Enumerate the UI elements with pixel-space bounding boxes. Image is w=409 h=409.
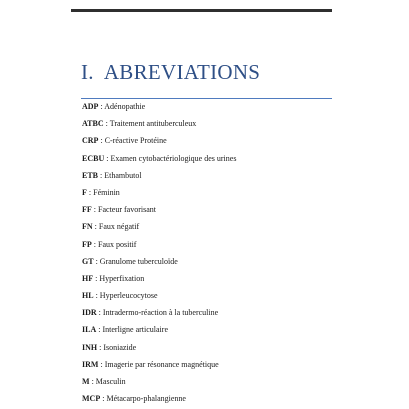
abbreviation-definition: Faux positif [98, 239, 137, 249]
abbreviation-term: F [82, 187, 87, 197]
abbreviation-item [82, 392, 236, 409]
abbreviation-term: IDR [82, 308, 97, 318]
abbreviation-definition: C-réactive Protéine [104, 136, 167, 146]
abbreviation-definition: Adénopathie [104, 102, 146, 111]
abbreviation-item [82, 341, 236, 358]
abbreviation-item [82, 358, 236, 375]
abbreviation-separator: : [91, 377, 94, 386]
abbreviation-separator: : [93, 239, 97, 249]
abbreviation-item [82, 238, 236, 255]
section-heading [81, 60, 260, 85]
abbreviation-term: CRP [82, 136, 99, 146]
abbreviation-item [82, 306, 236, 323]
abbreviation-list [82, 100, 236, 409]
abbreviation-definition: Intradermo-réaction à la tuberculine [102, 308, 219, 318]
abbreviation-separator: : [100, 359, 103, 369]
abbreviation-item [82, 169, 236, 186]
abbreviation-separator: : [95, 256, 98, 266]
abbreviation-definition: Hyperleucocytose [99, 291, 158, 301]
abbreviation-separator: : [98, 325, 101, 335]
abbreviation-item [82, 134, 236, 151]
abbreviation-term: IRM [82, 359, 99, 369]
abbreviation-definition: Métacarpo-phalangienne [106, 394, 186, 404]
abbreviation-separator: : [95, 273, 98, 283]
abbreviation-item [82, 255, 236, 272]
heading-underline [81, 98, 332, 99]
abbreviation-separator: : [88, 187, 92, 197]
abbreviation-separator: : [100, 170, 103, 180]
abbreviation-definition: Interligne articulaire [102, 325, 168, 335]
abbreviation-separator: : [106, 153, 109, 163]
abbreviation-term: M [82, 377, 90, 386]
abbreviation-term: HL [82, 291, 94, 301]
abbreviation-item [82, 100, 236, 117]
section-number: I. [81, 60, 94, 84]
abbreviation-term: ADP [82, 102, 99, 111]
abbreviation-term: GT [82, 256, 94, 266]
abbreviation-separator: : [95, 291, 98, 301]
abbreviation-definition: Masculin [95, 377, 126, 386]
abbreviation-definition: Examen cytobactériologique des urines [110, 153, 237, 163]
abbreviation-separator: : [100, 136, 103, 146]
section-title: ABREVIATIONS [103, 60, 261, 84]
abbreviation-term: FF [82, 205, 92, 215]
abbreviation-item [82, 186, 236, 203]
abbreviation-item [82, 323, 236, 340]
abbreviation-item [82, 220, 236, 237]
abbreviation-term: ECBU [82, 153, 105, 163]
abbreviation-item [82, 272, 236, 289]
abbreviation-separator: : [93, 205, 97, 215]
abbreviation-term: FP [82, 239, 92, 249]
abbreviation-separator: : [98, 308, 101, 318]
abbreviation-separator: : [94, 222, 97, 232]
abbreviation-definition: Faux négatif [98, 222, 140, 232]
top-rule [71, 9, 332, 12]
abbreviation-definition: Féminin [93, 187, 120, 197]
abbreviation-separator: : [105, 119, 108, 129]
abbreviation-term: INH [82, 342, 98, 352]
abbreviation-definition: Hyperfixation [99, 273, 145, 283]
abbreviation-definition: Ethambutol [104, 170, 142, 180]
abbreviation-term: FN [82, 222, 93, 232]
abbreviation-definition: Granulome tuberculoïde [99, 256, 178, 266]
abbreviation-term: ETB [82, 170, 99, 180]
abbreviation-definition: Traitement antituberculeux [109, 119, 197, 129]
abbreviation-separator: : [99, 342, 102, 352]
abbreviation-term: MCP [82, 394, 101, 404]
abbreviation-item [82, 203, 236, 220]
abbreviation-item [82, 375, 236, 392]
abbreviation-separator: : [102, 394, 105, 404]
abbreviation-term: ILA [82, 325, 97, 335]
abbreviation-item [82, 117, 236, 134]
abbreviation-definition: Facteur favorisant [98, 205, 156, 215]
abbreviation-definition: Imagerie par résonance magnétique [104, 359, 219, 369]
abbreviation-separator: : [100, 102, 103, 111]
abbreviation-term: HF [82, 273, 94, 283]
abbreviation-term: ATBC [82, 119, 104, 129]
abbreviation-item [82, 152, 236, 169]
abbreviation-item [82, 289, 236, 306]
abbreviation-definition: Isoniazide [103, 342, 137, 352]
